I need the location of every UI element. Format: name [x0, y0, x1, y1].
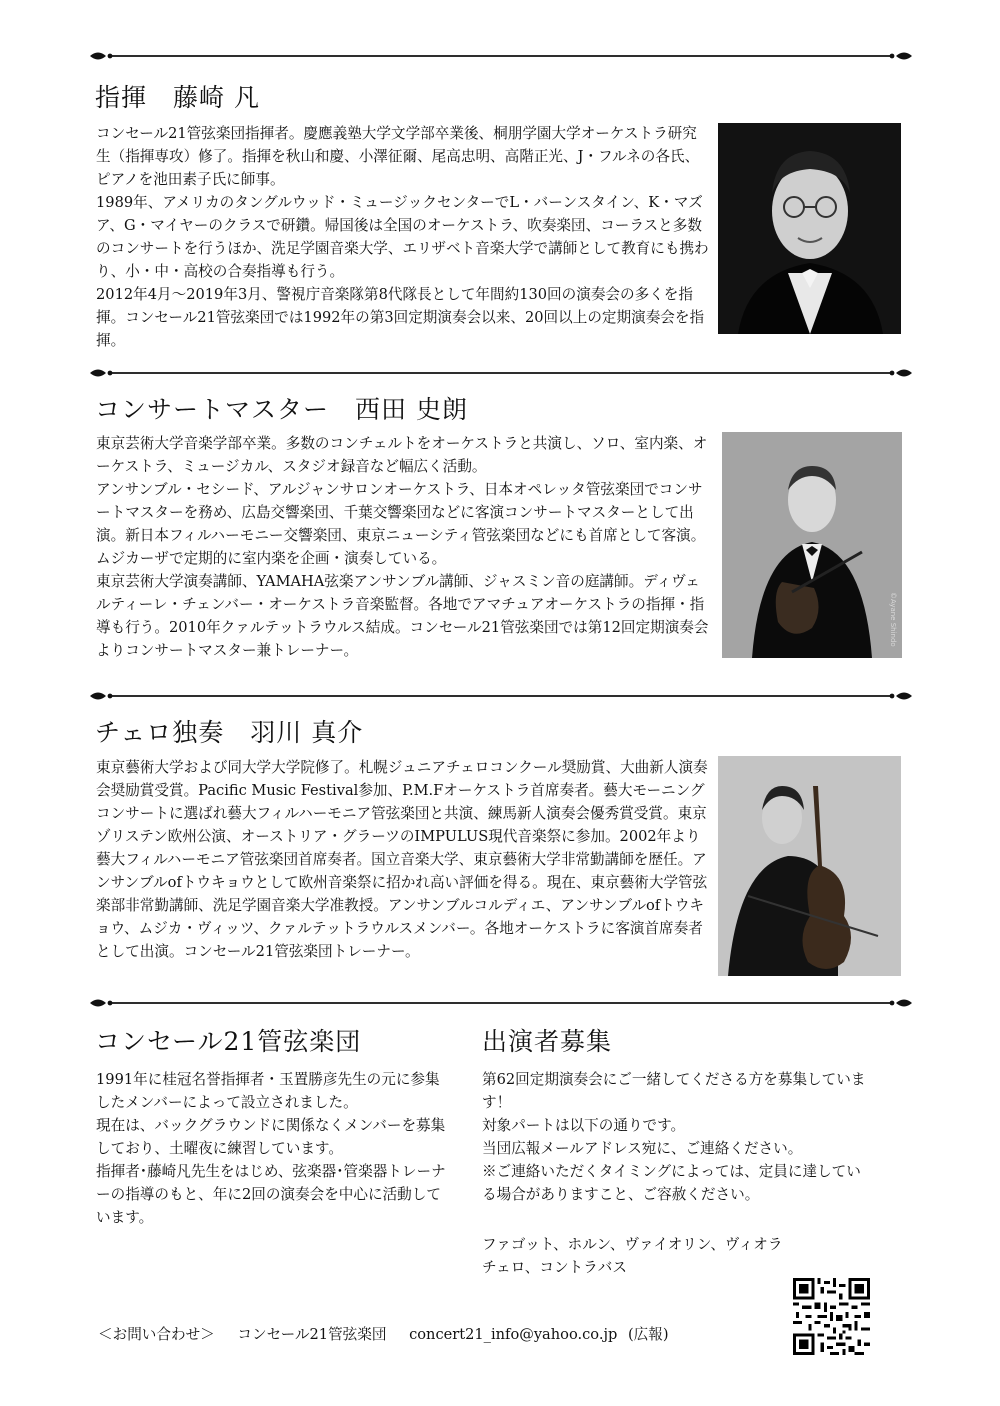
- recruitment-paragraph: 第62回定期演奏会にご一緒してくださる方を募集しています！: [482, 1071, 866, 1111]
- cellist-heading: チェロ独奏 羽川 真介: [95, 718, 364, 747]
- recruitment-heading: 出演者募集: [482, 1027, 613, 1056]
- concertmaster-photo: [722, 432, 902, 658]
- recruitment-paragraph: 対象パートは以下の通りです。: [482, 1117, 686, 1134]
- concertmaster-bio-paragraph: 東京芸術大学演奏講師、YAMAHA弦楽アンサンブル講師、ジャスミン音の庭講師。ディヴェルティーレ・チェンバー・オーケストラ音楽監督。各地でアマチュアオーケストラの指揮・指導も行う。2010年クァルテットラウルス結成。コンセール21管弦楽団では第12回定期演奏会よりコンサートマスター兼トレーナー。: [96, 573, 709, 659]
- conductor-photo: [718, 123, 901, 334]
- orchestra-description-paragraph: 現在は、バックグラウンドに関係なくメンバーを募集しており、土曜夜に練習しています。: [96, 1117, 446, 1157]
- contact-label: ＜お問い合わせ＞: [98, 1326, 215, 1343]
- recruitment-paragraph: ※ご連絡いただくタイミングによっては、定員に達している場合がありますこと、ご容赦ください。: [482, 1163, 861, 1203]
- qr-code-icon[interactable]: [793, 1278, 870, 1355]
- ornamental-divider-icon: [88, 689, 914, 703]
- recruitment-paragraph: 当団広報メールアドレス宛に、ご連絡ください。: [482, 1140, 803, 1157]
- contact-email-link[interactable]: concert21_info@yahoo.co.jp: [409, 1326, 618, 1343]
- orchestra-heading: コンセール21管弦楽団: [95, 1027, 362, 1056]
- parts-list-line: チェロ、コントラバス: [482, 1259, 627, 1276]
- portrait-cellist-icon: [718, 756, 901, 976]
- contact-organization: コンセール21管弦楽団: [237, 1326, 387, 1343]
- concertmaster-bio-paragraph: アンサンブル・セシード、アルジャンサロンオーケストラ、日本オペレッタ管弦楽団でコンサートマスターを務め、広島交響楽団、千葉交響楽団などに客演コンサートマスターとして出演。新日本フィルハーモニー交響楽団、東京ニューシティ管弦楽団などにも首席として客演。ムジカーザで定期的に室内楽を企画・演奏している。: [96, 481, 706, 567]
- concertmaster-bio: [96, 432, 710, 662]
- conductor-bio-paragraph: コンセール21管弦楽団指揮者。慶應義塾大学文学部卒業後、桐朋学園大学オーケストラ研究生（指揮専攻）修了。指揮を秋山和慶、小澤征爾、尾高忠明、高階正光、J・フルネの各氏、ピアノを池田素子氏に師事。: [96, 125, 700, 188]
- orchestra-description-paragraph: 指揮者･藤崎凡先生をはじめ、弦楽器･管楽器トレーナーの指導のもと、年に2回の演奏会を中心に活動しています。: [96, 1163, 446, 1226]
- orchestra-description-paragraph: 1991年に桂冠名誉指揮者・玉置勝彦先生の元に参集したメンバーによって設立されました。: [96, 1071, 440, 1111]
- concertmaster-heading: コンサートマスター 西田 史朗: [95, 395, 468, 424]
- contact-footer: [98, 1323, 687, 1344]
- recruitment-description: [482, 1068, 870, 1206]
- recruitment-parts-list: [482, 1233, 870, 1279]
- conductor-heading: 指揮 藤崎 凡: [95, 83, 260, 112]
- conductor-bio: [96, 122, 710, 352]
- portrait-conductor-icon: [718, 123, 901, 334]
- ornamental-divider-icon: [88, 366, 914, 380]
- parts-list-line: ファゴット、ホルン、ヴァイオリン、ヴィオラ: [482, 1236, 783, 1253]
- cellist-bio-paragraph: 東京藝術大学および同大学大学院修了。札幌ジュニアチェロコンクール奨励賞、大曲新人演奏会奨励賞受賞。Pacific Music Festival参加、P.M.Fオーケストラ首席奏者。藝大モーニングコンサートに選ばれ藝大フィルハーモニア管弦楽団と共演、練馬新人演奏会優秀賞受賞。東京ゾリステン欧州公演、オーストリア・グラーツのIMPULUS現代音楽祭に参加。2002年より藝大フィルハーモニア管弦楽団首席奏者。国立音楽大学、東京藝術大学非常勤講師を歴任。アンサンブルofトウキョウとして欧州音楽祭に招かれ高い評価を得る。現在、東京藝術大学管弦楽部非常勤講師、洗足学園音楽大学准教授。アンサンブルコルディエ、アンサンブルofトウキョウ、ムジカ・ヴィッツ、クァルテットラウルスメンバー。各地オーケストラに客演首席奏者として出演。コンセール21管弦楽団トレーナー。: [96, 759, 708, 960]
- concertmaster-bio-paragraph: 東京芸術大学音楽学部卒業。多数のコンチェルトをオーケストラと共演し、ソロ、室内楽、オーケストラ、ミュージカル、スタジオ録音など幅広く活動。: [96, 435, 708, 475]
- conductor-bio-paragraph: 1989年、アメリカのタングルウッド・ミュージックセンターでL・バーンスタイン、K・マズア、G・マイヤーのクラスで研鑽。帰国後は全国のオーケストラ、吹奏楽団、コーラスと多数のコンサートを行うほか、洗足学園音楽大学、エリザベト音楽大学で講師として教育にも携わり、小・中・高校の合奏指導も行う。: [96, 194, 709, 280]
- ornamental-divider-icon: [88, 49, 914, 63]
- ornamental-divider-icon: [88, 996, 914, 1010]
- photo-credit: ©Ayane Shindo: [889, 592, 897, 647]
- orchestra-description: [96, 1068, 454, 1229]
- conductor-bio-paragraph: 2012年4月～2019年3月、警視庁音楽隊第8代隊長として年間約130回の演奏会の多くを指揮。コンセール21管弦楽団では1992年の第3回定期演奏会以来、20回以上の定期演奏会を指揮。: [96, 286, 705, 349]
- cellist-photo: [718, 756, 901, 976]
- contact-note: (広報): [627, 1326, 669, 1343]
- cellist-bio: [96, 756, 710, 963]
- portrait-violinist-icon: [722, 432, 902, 658]
